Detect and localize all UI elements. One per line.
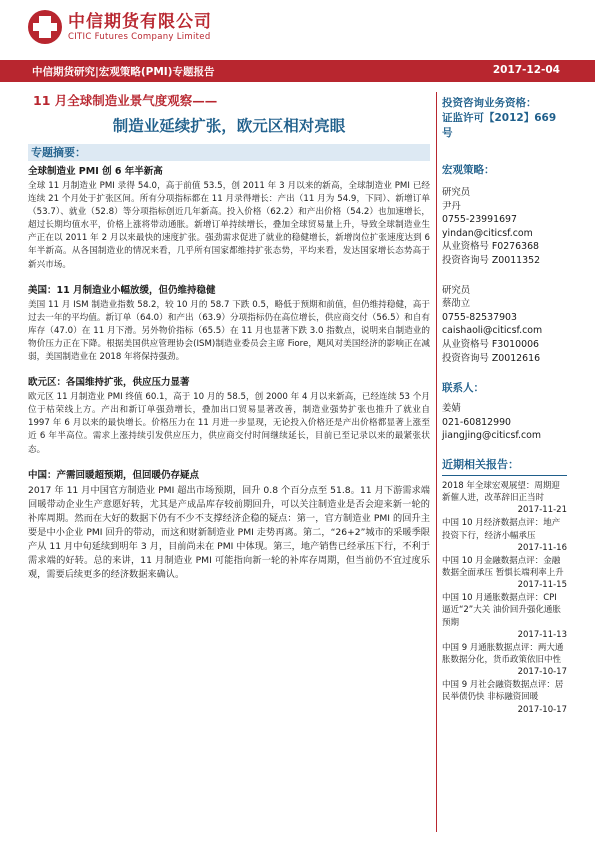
report-date-item: 2017-10-17 [517,704,567,715]
analyst-phone: 0755-82537903 [442,311,517,323]
logo-text [68,12,212,43]
list-item[interactable] [442,642,567,678]
company-logo [28,10,212,44]
list-item[interactable] [442,679,567,715]
contact-phone: 021-60812990 [442,416,511,428]
contact-name: 姜婧 [442,403,461,415]
report-header-bar [0,60,595,82]
qualification-label: 投资咨询业务资格： [442,97,537,109]
analyst-email[interactable]: caishaoli@citicsf.com [442,325,543,337]
analyst-name: 尹丹 [442,200,461,212]
section-body-us: 美国 11 月 ISM 制造业指数 58.2，较 10 月的 58.7 下跌 0.5，略低于预期和前值，但仍维持稳健，高于过去一年的平均值。新订单（64.0）和产出（63.9）分项指标仍在高位增长，供应商交付（56.5）和自有库存（47.0）在 11 月下滑。另外物价指标（65.5）在 11 月也显著下跌 3.0 指数点，说明来自制造业的物价压力正在下降。根据美国供应管理协会(ISM)制造业委员会主席 Fiore，飓风对美国经济的影响正在减弱，美国制造业在 2018 年将保持强劲。 [28,299,430,363]
reports-divider [442,475,567,476]
report-date-item: 2017-11-21 [517,505,567,516]
section-heading-us: 美国：11 月制造业小幅放缓，但仍维持稳健 [28,284,216,296]
section-body-china: 2017 年 11 月中国官方制造业 PMI 超出市场预期，回升 0.8 个百分点至 51.8。11 月下游需求端回暖带动企业生产意愿好转，尤其是产成品库存较前期回升，可以关注制造业是否会迎来新一轮的补库周期。然而在大好的数据下仍有不少不支撑经济企稳的疑点：第一，官方制造业 PMI 的回升主要是中小企业 PMI 回升的带动，而这和财新制造业 PMI 走势再离。第二，“26+2”城市的采暖季限产从 11 月中旬延续到明年 3 月，目前尚未在 PMI 中体现。第三，地产销售已经承压下行，不利于需求端的好转。总的来讲，11 月制造业 PMI 可能指向新一轮的补库存周期，但当前仍不宜过度乐观，需要后续更多的经济数据来确认。 [28,484,430,581]
analyst-cert: 投资咨询号 Z0011352 [442,254,541,266]
sidebar [442,96,567,717]
section-body-global: 全球 11 月制造业 PMI 录得 54.0，高于前值 53.5，创 2011 年 3 月以来的新高，全球制造业 PMI 已经连续 21 个月处于扩张区间。所有分项指标都在 11 月录得增长：产出（11 月为 54.9，下同）、新增订单（53.7）、就业（52.8）等分项指标创近几年新高。投入价格（62.2）和产出价格（54.2）也加速增长，超过长期均值水平，价格上涨将带动通胀。新增订单持续增长，叠加全球贸易量上升，导致全球制造业生产正在以 2011 年 2 月以来最快的速度扩张。强劲需求促进了就业的稳健增长，新增岗位扩张速度达到 6 年半新高。从各国制造业的情况来看，几乎所有国家都维持扩张态势，平均来看，发达国家增长态势高于新兴市场。 [28,181,430,270]
section-heading-china: 中国：产需回暖超预期，但回暖仍存疑点 [28,469,200,481]
analyst-card [442,284,567,366]
report-title-link[interactable]: 中国 9 月社会融资数据点评：居民举债仍快 非标融资回暖 [442,680,564,703]
report-subtitle: 11 月全球制造业景气度观察—— [33,93,218,108]
report-date: 2017-12-04 [492,64,560,76]
analyst-cert: 投资咨询号 Z0012616 [442,352,541,364]
report-date-item: 2017-11-13 [517,629,567,640]
analyst-name: 蔡劭立 [442,298,471,310]
analyst-phone: 0755-23991697 [442,214,517,226]
analyst-cert: 从业资格号 F3010006 [442,338,540,350]
summary-label: 专题摘要： [28,144,430,161]
team-label: 宏观策略： [442,164,495,176]
company-name-cn: 中信期货有限公司 [68,11,212,32]
report-title-link[interactable]: 中国 10 月经济数据点评：地产投资下行，经济小幅承压 [442,518,561,541]
section-body-eurozone: 欧元区 11 月制造业 PMI 终值 60.1，高于 10 月的 58.5，创 2000 年 4 月以来新高，已经连续 53 个月位于枯荣线上方。产出和新订单强劲增长，叠加出口贸易显著改善，制造业强势扩张也推升了就业自 1997 年 6 月以来的最快增长。价格压力在 11 月进一步显现，无论投入价格还是产出价格都显著上涨至近 6 年半高位。需求上涨持续引发供应压力，供应商交付时间继续延长，目前已至记录以来的最紧张状态。 [28,392,430,455]
report-title-link[interactable]: 中国 10 月通胀数据点评：CPI 逼近“2”大关 油价回升强化通胀预期 [442,593,561,628]
list-item[interactable] [442,592,567,641]
analyst-cert: 从业资格号 F0276368 [442,241,540,253]
analyst-email[interactable]: yindan@citicsf.com [442,227,533,239]
report-date-item: 2017-10-17 [517,667,567,678]
report-title-link[interactable]: 中国 10 月金融数据点评：金融数据全面承压 暂惧长端利率上升 [442,555,564,578]
report-title-link[interactable]: 中国 9 月通胀数据点评：两大通胀数据分化，货币政策依旧中性 [442,642,564,665]
contact-email[interactable]: jiangjing@citicsf.com [442,430,542,442]
column-divider [436,92,437,832]
main-content [28,92,430,582]
reports-label: 近期相关报告： [442,457,519,471]
analyst-role: 研究员 [442,284,471,296]
analyst-role: 研究员 [442,187,471,198]
report-list [442,480,567,716]
report-title-link[interactable]: 2018 年全球宏观展望：周期迎新催人进，改革辞旧正当时 [442,480,560,504]
company-name-en: CITIC Futures Company Limited [68,31,211,42]
section-heading-eurozone: 欧元区：各国维持扩张，供应压力显著 [28,377,190,389]
list-item[interactable] [442,555,567,591]
analyst-card [442,186,567,268]
list-item[interactable] [442,480,567,516]
section-heading-global: 全球制造业 PMI 创 6 年半新高 [28,166,163,177]
report-date-item: 2017-11-16 [517,542,567,553]
report-date-item: 2017-11-15 [517,580,567,591]
breadcrumb: 中信期货研究|宏观策略(PMI)专题报告 [32,66,215,78]
citic-logo-icon [28,10,62,44]
license-number: 证监许可【2012】669 号 [442,112,557,139]
report-title: 制造业延续扩张，欧元区相对亮眼 [112,117,346,135]
list-item[interactable] [442,517,567,553]
contact-label: 联系人： [442,382,484,395]
